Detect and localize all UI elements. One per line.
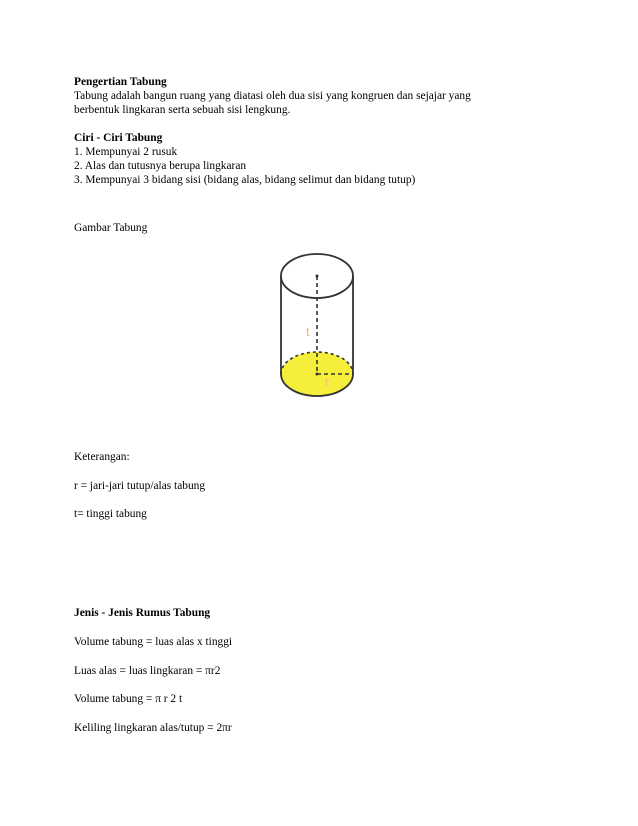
note-r: r = jari-jari tutup/alas tabung <box>74 480 206 492</box>
characteristic-item-3: 3. Mempunyai 3 bidang sisi (bidang alas, bidang selimut dan bidang tutup) <box>74 174 416 186</box>
radius-label: r <box>325 374 330 389</box>
characteristic-item-1: 1. Mempunyai 2 rusuk <box>74 146 178 158</box>
formulas-heading: Jenis - Jenis Rumus Tabung <box>74 607 211 619</box>
formula-item-2: Luas alas = luas lingkaran = πr2 <box>74 665 221 677</box>
height-label: t <box>306 324 310 339</box>
formula-item-1: Volume tabung = luas alas x tinggi <box>74 636 233 648</box>
definition-text-line-1: Tabung adalah bangun ruang yang diatasi oleh dua sisi yang kongruen dan sejajar yang <box>74 90 471 102</box>
top-center-point <box>316 275 319 278</box>
formula-item-4: Keliling lingkaran alas/tutup = 2πr <box>74 722 232 734</box>
characteristic-item-2: 2. Alas dan tutusnya berupa lingkaran <box>74 160 247 172</box>
figure-caption: Gambar Tabung <box>74 222 148 234</box>
base-center-point <box>316 373 319 376</box>
notes-heading: Keterangan: <box>74 451 130 463</box>
characteristics-heading: Ciri - Ciri Tabung <box>74 132 163 144</box>
definition-text-line-2: berbentuk lingkaran serta sebuah sisi lengkung. <box>74 104 291 116</box>
note-t: t= tinggi tabung <box>74 508 147 520</box>
cylinder-figure <box>266 240 370 404</box>
definition-heading: Pengertian Tabung <box>74 76 167 88</box>
formula-item-3: Volume tabung = π r 2 t <box>74 693 183 705</box>
